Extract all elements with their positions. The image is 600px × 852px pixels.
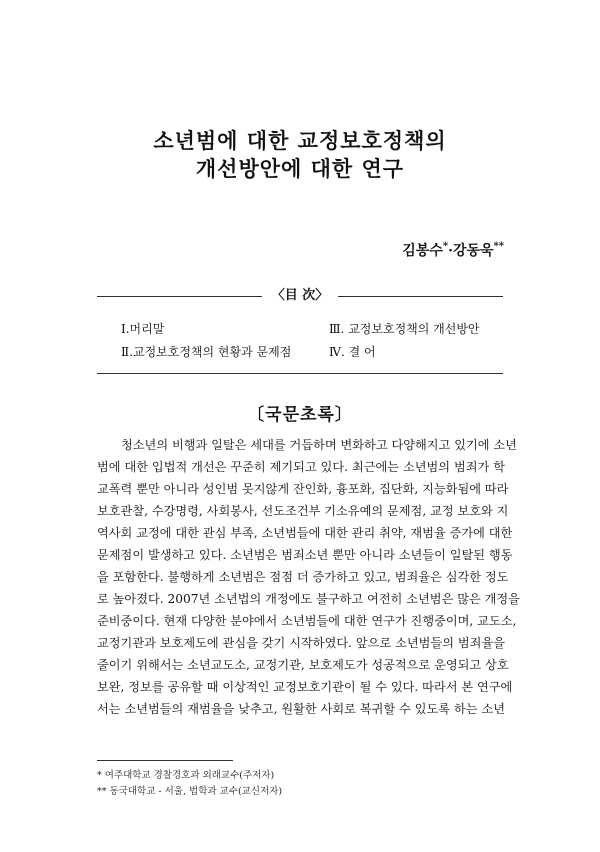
toc-title-text: 〈目 次〉	[262, 288, 339, 303]
abstract-line: 역사회 교정에 대한 관심 부족, 소년범들에 대한 관리 취약, 재범율 증가에 대한	[97, 526, 513, 540]
toc-item-3: Ⅲ. 교정보호정책의 개선방안	[329, 322, 480, 336]
abstract-heading: 〔국문초록〕	[247, 405, 353, 425]
toc-item-4: Ⅳ. 결 어	[329, 345, 376, 359]
title-line-1: 소년범에 대한 교정보호정책의	[153, 128, 447, 153]
abstract-line: 문제점이 발생하고 있다. 소년범은 범죄소년 뿐만 아니라 소년들이 일탈된 행동	[97, 548, 513, 562]
author-2-name: 강동욱	[452, 243, 494, 259]
author-1-name: 김봉수	[402, 243, 443, 259]
abstract-line: 청소년의 비행과 일탈은 세대를 거듭하며 변화하고 다양해지고 있기에 소년	[121, 438, 517, 452]
toc-item-2: Ⅱ.교정보호정책의 현황과 문제점	[121, 345, 292, 359]
footnote-2: ** 동국대학교 - 서울, 법학과 교수(교신저자)	[97, 786, 283, 797]
table-of-contents	[97, 288, 503, 374]
abstract-line: 을 포함한다. 불행하게 소년범은 점점 더 증가하고 있고, 범죄율은 심각한 정도	[97, 570, 509, 584]
authors	[402, 240, 504, 260]
abstract-line: 줄이기 위해서는 소년교도소, 교정기관, 보호제도가 성공적으로 운영되고 상호	[97, 658, 509, 672]
abstract-body	[97, 434, 520, 720]
abstract-line: 로 높아졌다. 2007년 소년법의 개정에도 불구하고 여전히 소년범은 많은 개정을	[97, 592, 520, 606]
footnote-1: * 여주대학교 경찰경호과 외래교수(주저자)	[97, 770, 275, 781]
abstract-line: 준비중이다. 현재 다양한 분야에서 소년범들에 대한 연구가 진행중이며, 교도소,	[97, 614, 517, 628]
author-1-mark: *	[442, 241, 449, 252]
toc-title	[97, 288, 503, 304]
abstract-line: 범에 대한 입법적 개선은 꾸준히 제기되고 있다. 최근에는 소년범의 범죄가 학	[97, 460, 505, 474]
abstract-line: 보호관찰, 수강명령, 사회봉사, 선도조건부 기소유예의 문제점, 교정 보호와 지	[97, 504, 509, 518]
abstract-line: 교정기관과 보호제도에 관심을 갖기 시작하였다. 앞으로 소년범들의 범죄율을	[97, 636, 505, 650]
title-line-2: 개선방안에 대한 연구	[195, 156, 405, 181]
author-separator: ·	[448, 243, 453, 259]
footnote-divider	[97, 760, 233, 761]
abstract-line: 서는 소년범들의 재범율을 낮추고, 원활한 사회로 복귀할 수 있도록 하는 소년	[97, 702, 505, 716]
abstract-line: 보완, 정보를 공유할 때 이상적인 교정보호기관이 될 수 있다. 따라서 본 연구에	[97, 680, 513, 694]
toc-item-1: Ⅰ.머리말	[121, 322, 165, 336]
author-2-mark: **	[493, 241, 504, 252]
abstract-line: 교폭력 뿐만 아니라 성인범 못지않게 잔인화, 흉포화, 집단화, 지능화됨에 따라	[97, 482, 509, 496]
